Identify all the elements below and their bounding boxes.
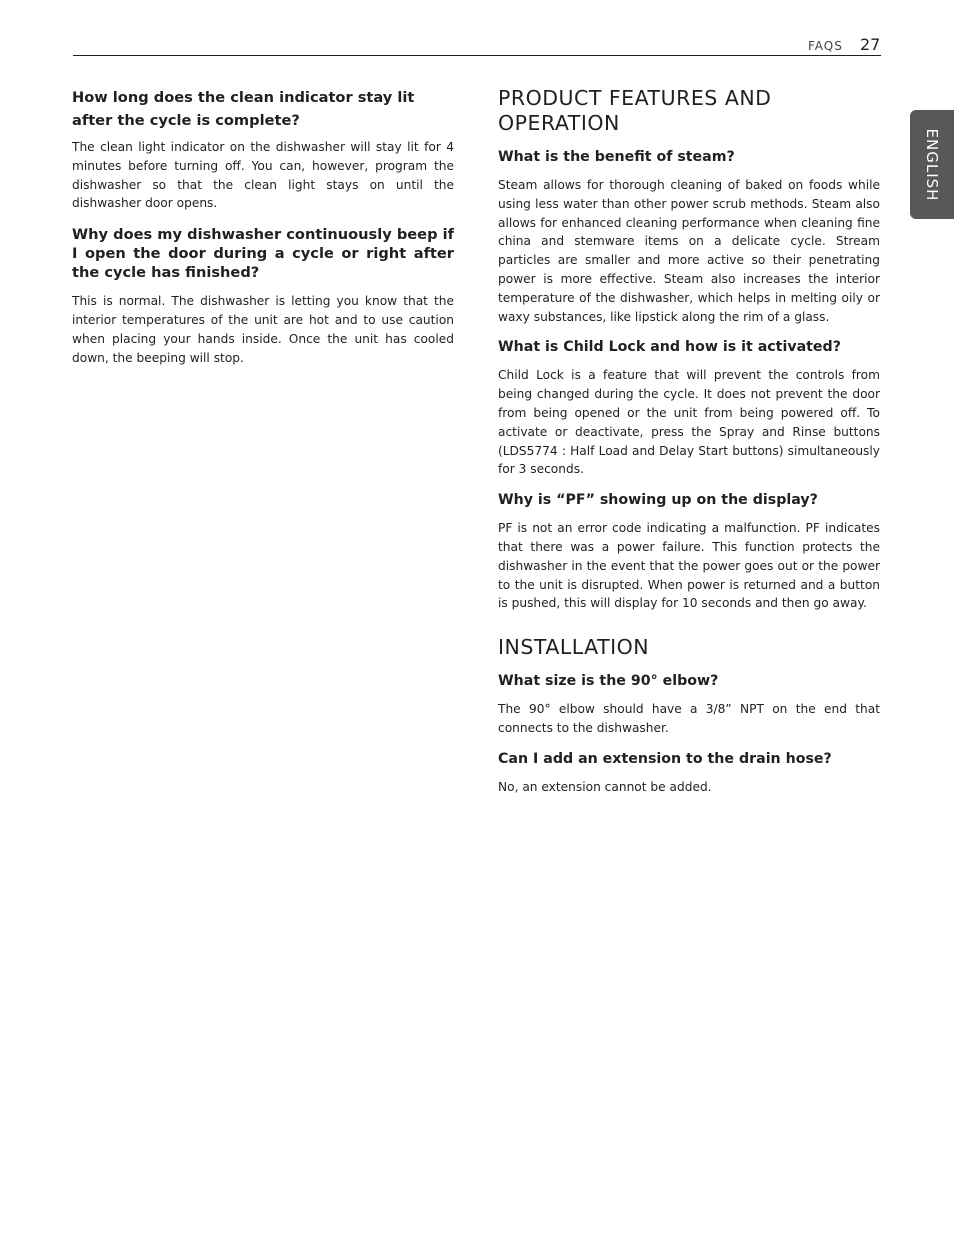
faq-item <box>498 750 880 797</box>
faq-item <box>498 148 880 326</box>
faq-question: Can I add an extension to the drain hose? <box>498 750 832 767</box>
right-column <box>498 86 880 809</box>
faq-answer: Steam allows for thorough cleaning of baked on foods while using less water than other power scrub methods. Steam also allows for enhanced cleaning performance when cleaning fine china and stemware items on a delicate cycle. Stream particles are smaller and more active so their penetrating power is more effective. Steam also increases the interior temperature of the dishwasher, which helps in melting oily or waxy substances, like lipstick along the rim of a glass. <box>498 178 880 324</box>
faq-item <box>72 86 454 213</box>
faq-answer: The 90° elbow should have a 3/8” NPT on the end that connects to the dishwasher. <box>498 702 880 735</box>
page-number: 27 <box>860 35 881 54</box>
faq-answer: PF is not an error code indicating a malfunction. PF indicates that there was a power failure. This function protects the dishwasher in the event that the power goes out or the power to the unit is disrupted. When power is returned and a button is pushed, this will display for 10 seconds and then go away. <box>498 521 880 611</box>
faq-answer: The clean light indicator on the dishwasher will stay lit for 4 minutes before turning off. You can, however, program the dishwasher so that the clean light stays on until the dishwasher door opens. <box>72 140 454 211</box>
faq-answer: Child Lock is a feature that will prevent the controls from being changed during the cycle. It does not prevent the door from being opened or the unit from being powered off. To activate or deactivate, press the Spray and Rinse buttons (LDS5774 : Half Load and Delay Start buttons) simultaneously for 3 seconds. <box>498 368 880 477</box>
faq-item <box>498 672 880 738</box>
faq-answer: No, an extension cannot be added. <box>498 779 712 794</box>
faq-question: What is the benefit of steam? <box>498 149 735 165</box>
faq-item <box>498 338 880 479</box>
header-rule <box>73 55 881 56</box>
faq-answer: This is normal. The dishwasher is letting you know that the interior temperatures of the unit are hot and to use caution when placing your hands inside. Once the unit has cooled down, the beeping will stop. <box>72 294 454 365</box>
section-heading-installation: INSTALLATION <box>498 635 650 660</box>
faq-item <box>498 491 880 613</box>
language-tab <box>910 110 954 219</box>
section-heading-features: PRODUCT FEATURES AND OPERATION <box>498 86 772 135</box>
faq-item <box>72 225 454 367</box>
faq-question: Why is “PF” showing up on the display? <box>498 492 818 509</box>
header-section-label: FAQS <box>808 39 843 53</box>
faq-question: Why does my dishwasher continuously beep if I open the door during a cycle or right after the cycle has finished? <box>72 226 454 282</box>
left-column <box>72 86 454 379</box>
language-tab-label: ENGLISH <box>923 128 941 201</box>
faq-question: How long does the clean indicator stay lit after the cycle is complete? <box>72 89 415 129</box>
faq-question: What is Child Lock and how is it activated? <box>498 339 841 356</box>
faq-question: What size is the 90° elbow? <box>498 673 719 690</box>
